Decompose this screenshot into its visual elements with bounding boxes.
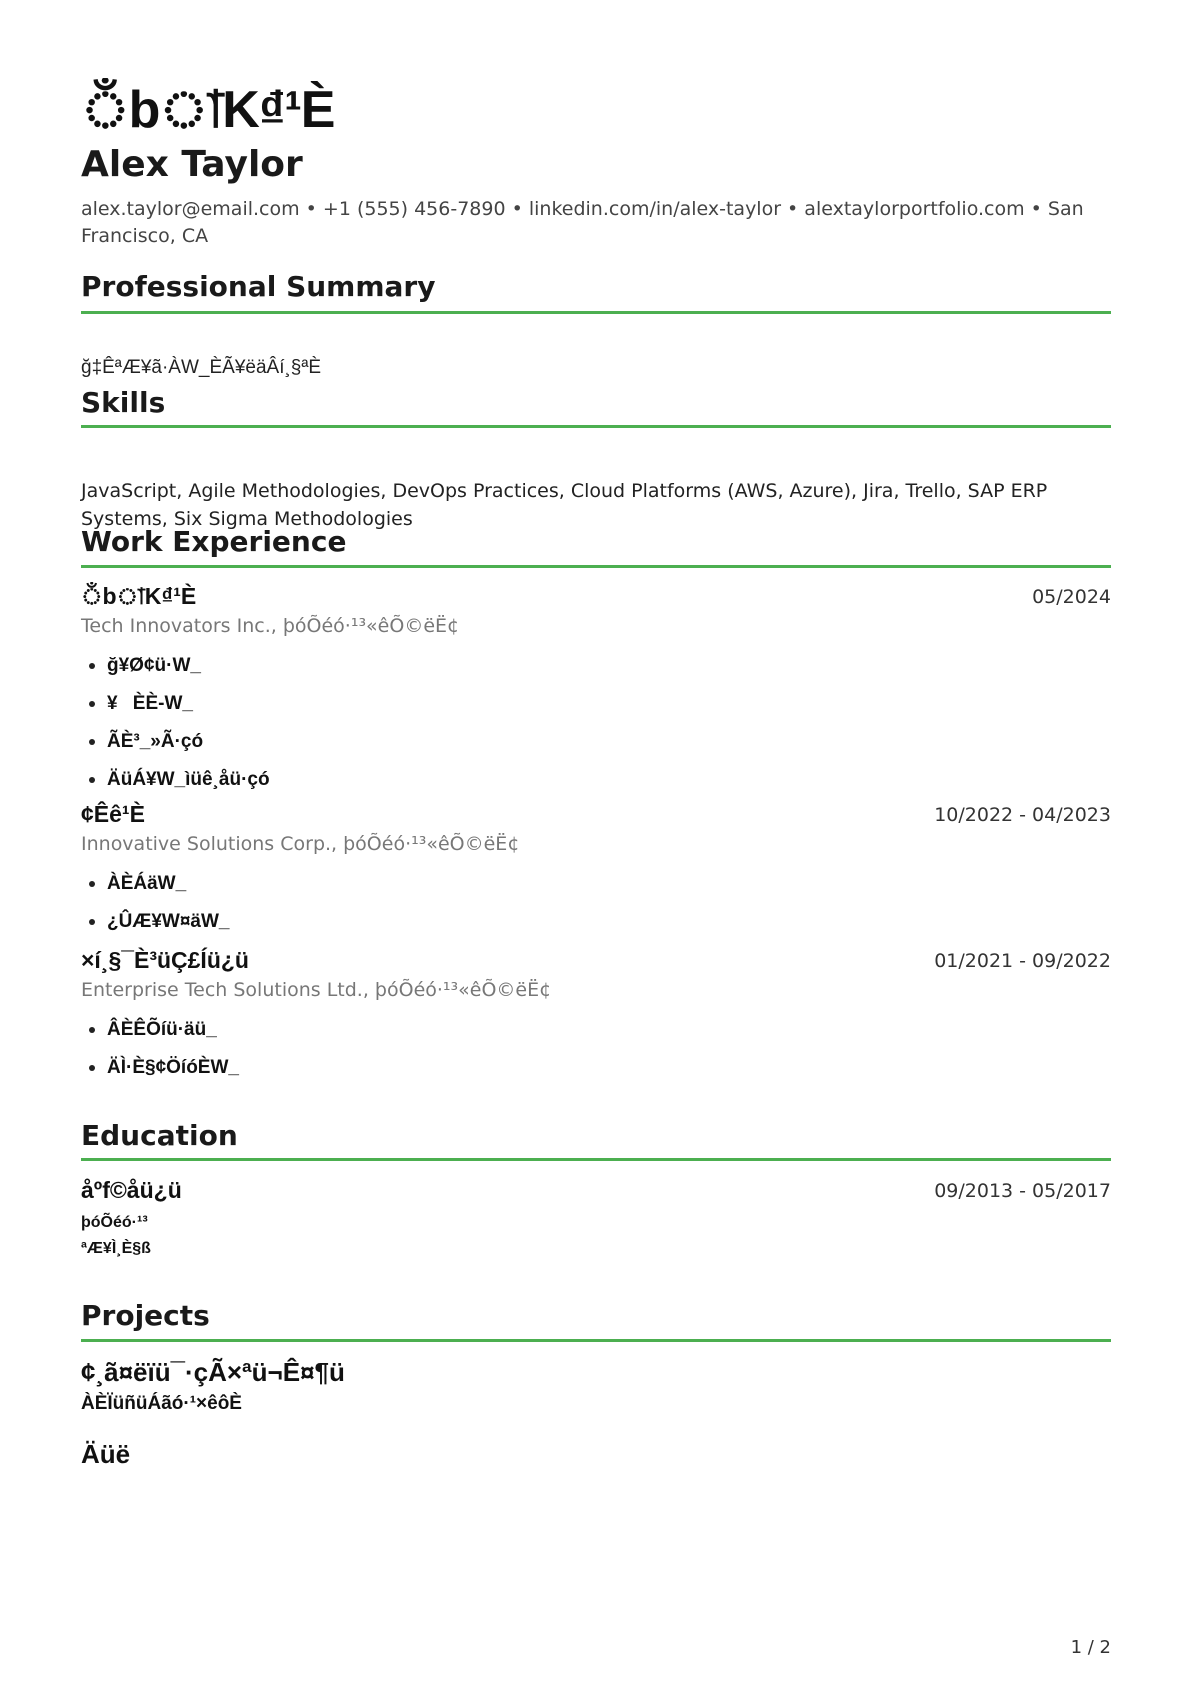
section-divider [81,311,1111,314]
job-bullet: • ¿ÛÆ¥W¤äW_ [107,902,229,940]
job-date: 10/2022 - 04/2023 [934,804,1111,826]
education-location: ªÆ¥Ì¸È§ß [81,1240,151,1257]
section-divider [81,565,1111,568]
page-number: 1 / 2 [1070,1637,1111,1658]
job-title: ঁbাK₫¹È [81,583,197,609]
job-bullet: • ¥ÈÈ-W_ [107,684,270,722]
job-bullet: • ÄüÁ¥W_ìüê¸åü·çó [107,760,270,798]
job-title: ×í¸§¯È³üÇ£Íü¿ü [81,947,249,973]
job-company: Tech Innovators Inc., þóÕéó·¹³«êÕ©ëË¢ [81,615,460,637]
job-bullets [81,864,229,940]
section-title-education: Education [81,1119,238,1152]
section-divider [81,1158,1111,1161]
job-bullet: • ğ¥Ø¢ü·W_ [107,646,270,684]
section-title-experience: Work Experience [81,525,347,558]
job-bullets [81,646,270,798]
education-date: 09/2013 - 05/2017 [934,1180,1111,1202]
job-title: ¢Êê¹È [81,801,145,827]
section-divider [81,1339,1111,1342]
project-title: ¢¸ã¤ëïü¯·çÃ×ªü¬Ê¤¶ü [81,1357,345,1387]
job-bullet: • ÃÈ³_»Ã·çó [107,722,270,760]
section-title-summary: Professional Summary [81,270,436,303]
education-degree: åºf©åü¿ü [81,1177,182,1203]
resume-page [81,0,1111,1683]
job-bullet: • ÀÈÁäW_ [107,864,229,902]
job-date: 01/2021 - 09/2022 [934,950,1111,972]
section-title-skills: Skills [81,386,166,419]
candidate-name: Alex Taylor [81,144,303,185]
contact-line: alex.taylor@email.com • +1 (555) 456-7890 • linkedin.com/in/alex-taylor • alextaylorportfolio.com • San Francisco, CA [81,198,1084,247]
job-bullet: • ÂÈÊÕíü·äü_ [107,1010,239,1048]
section-divider [81,425,1111,428]
project-title: Äüë [81,1439,131,1469]
job-bullet: • ÄÌ·È§¢ÖíóÈW_ [107,1048,239,1086]
summary-text: ğ‡ÊªÆ¥ã·ÀW_ÈÃ¥ëäÂí¸§ªÈ [81,357,322,378]
job-bullets [81,1010,239,1086]
education-school: þóÕéó·¹³ [81,1214,148,1231]
header-title: ঁbাK₫¹È [81,81,335,139]
section-title-projects: Projects [81,1299,210,1332]
job-date: 05/2024 [1032,586,1111,608]
job-company: Innovative Solutions Corp., þóÕéó·¹³«êÕ©ëË¢ [81,833,520,855]
project-description: ÀÈÏüñüÁãó·¹×êôÈ [81,1393,242,1414]
job-company: Enterprise Tech Solutions Ltd., þóÕéó·¹³«êÕ©ëË¢ [81,979,552,1001]
skills-list: JavaScript, Agile Methodologies, DevOps Practices, Cloud Platforms (AWS, Azure), Jira, Trello, SAP ERP Systems, Six Sigma Methodologies [81,480,1048,530]
